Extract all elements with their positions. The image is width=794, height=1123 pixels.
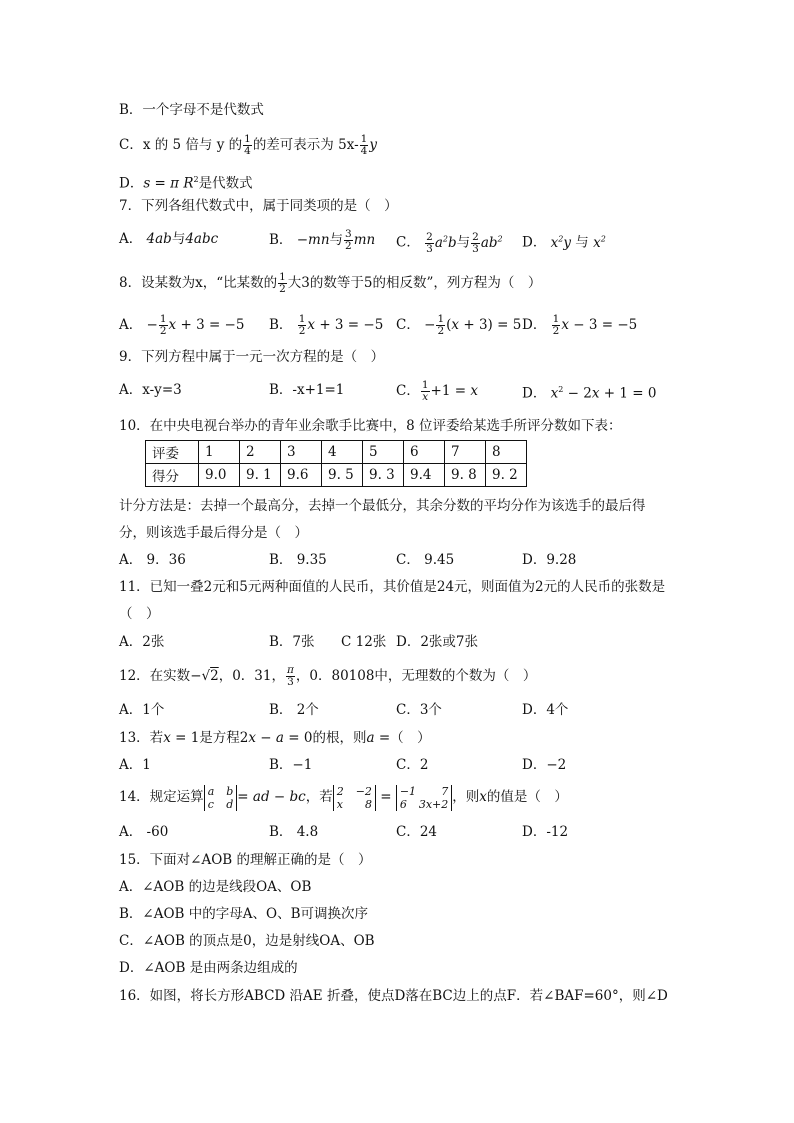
q11-option-a: A．2张 bbox=[119, 634, 165, 650]
table-cell: 9. 8 bbox=[445, 464, 486, 487]
table-cell: 9.4 bbox=[404, 464, 445, 487]
q11-option-b: B．7张 bbox=[269, 634, 315, 650]
q8-option-c: C． − $\frac{1}{2}$ (x + 3) = 5 bbox=[396, 313, 522, 337]
table-cell: 4 bbox=[322, 441, 363, 464]
q13-option-c: C．2 bbox=[396, 757, 429, 773]
question-15: 15．下面对∠AOB 的理解正确的是（ ） bbox=[119, 852, 372, 868]
option-c-prev: C．x 的 5 倍与 y 的 $\frac{1}{4}$ 的差可表示为 5x- $\frac{1}{4}$ y bbox=[119, 133, 377, 157]
q10-option-a: A． 9．36 bbox=[119, 552, 186, 568]
question-16: 16．如图，将长方形ABCD 沿AE 折叠，使点D落在BC边上的点F．若∠BAF=60°，则∠D bbox=[119, 988, 668, 1004]
table-cell: 5 bbox=[363, 441, 404, 464]
question-11-line1: 11．已知一叠2元和5元两种面值的人民币，其价值是24元，则面值为2元的人民币的张数是 bbox=[119, 579, 666, 595]
table-cell: 9.0 bbox=[199, 464, 240, 487]
q13-option-d: D．−2 bbox=[522, 757, 567, 773]
table-cell: 得分 bbox=[146, 464, 199, 487]
q14-option-d: D．-12 bbox=[522, 824, 569, 840]
q10-rule-line1: 计分方法是：去掉一个最高分，去掉一个最低分，其余分数的平均分作为该选手的最后得 bbox=[119, 498, 646, 514]
question-9: 9．下列方程中属于一元一次方程的是（ ） bbox=[119, 349, 385, 365]
option-d-prev: D．s = π $R^2$是代数式 bbox=[119, 175, 253, 192]
q10-rule-line2: 分，则该选手最后得分是（ ） bbox=[119, 525, 308, 541]
q12-option-c: C．3个 bbox=[396, 702, 442, 718]
q8-option-a: A． − $\frac{1}{2}$ x + 3 = −5 bbox=[119, 313, 245, 337]
q12-option-a: A．1个 bbox=[119, 702, 165, 718]
q7-option-c: C． $\frac{2}{3}$ $a^2b$与 $\frac{2}{3}$ $ab^2$ bbox=[396, 230, 503, 255]
q12-option-b: B． 2个 bbox=[269, 702, 319, 718]
q11-option-c: C 12张 bbox=[341, 634, 387, 650]
question-12: 12．在实数−√2，0．31， $\frac{\pi}{3}$ ，0．80108中，无理数的个数为（ ） bbox=[119, 664, 537, 688]
q7-option-a: A． 4ab与4abc bbox=[119, 231, 219, 247]
question-10: 10．在中央电视台举办的青年业余歌手比赛中，8 位评委给某选手所评分数如下表： bbox=[119, 418, 622, 434]
table-cell: 6 bbox=[404, 441, 445, 464]
q10-option-d: D．9.28 bbox=[522, 552, 577, 568]
q9-option-d: D． $x^2 - 2x + 1 = 0$ bbox=[522, 385, 657, 402]
table-cell: 9.6 bbox=[281, 464, 322, 487]
q13-option-a: A．1 bbox=[119, 757, 151, 773]
table-cell: 9. 2 bbox=[486, 464, 527, 487]
table-cell: 3 bbox=[281, 441, 322, 464]
q14-option-b: B． 4.8 bbox=[269, 824, 319, 840]
q7-option-b: B． −mn与 $\frac{3}{2}$ mn bbox=[269, 228, 376, 252]
table-row bbox=[146, 464, 527, 487]
q15-option-b: B．∠AOB 中的字母A、O、B可调换次序 bbox=[119, 906, 368, 922]
q15-option-d: D．∠AOB 是由两条边组成的 bbox=[119, 960, 298, 976]
q7-option-d: D． $x^2y$ 与 $x^2$ bbox=[522, 234, 606, 251]
q14-option-c: C．24 bbox=[396, 824, 438, 840]
q15-option-c: C．∠AOB 的顶点是0，边是射线OA、OB bbox=[119, 933, 375, 949]
q15-option-a: A．∠AOB 的边是线段OA、OB bbox=[119, 879, 312, 895]
q10-option-c: C． 9.45 bbox=[396, 552, 455, 568]
table-cell: 1 bbox=[199, 441, 240, 464]
score-table bbox=[145, 440, 527, 487]
q12-option-d: D．4个 bbox=[522, 702, 569, 718]
option-b-prev: B．一个字母不是代数式 bbox=[119, 102, 264, 118]
table-cell: 2 bbox=[240, 441, 281, 464]
table-cell: 7 bbox=[445, 441, 486, 464]
q8-option-b: B． $\frac{1}{2}$ x + 3 = −5 bbox=[269, 313, 384, 337]
question-7: 7．下列各组代数式中，属于同类项的是（ ） bbox=[119, 198, 398, 214]
q14-option-a: A． -60 bbox=[119, 824, 169, 840]
question-8: 8．设某数为x，“比某数的 $\frac{1}{2}$ 大3的数等于5的相反数”，列方程为（ ） bbox=[119, 271, 542, 295]
q9-option-b: B．-x+1=1 bbox=[269, 382, 345, 398]
q8-option-d: D． $\frac{1}{2}$ x − 3 = −5 bbox=[522, 313, 638, 337]
q11-option-d: D．2张或7张 bbox=[396, 634, 479, 650]
question-13: 13．若x = 1是方程2x − a = 0的根，则a =（ ） bbox=[119, 730, 431, 746]
table-cell: 9. 1 bbox=[240, 464, 281, 487]
q10-option-b: B． 9.35 bbox=[269, 552, 327, 568]
question-14: 14．规定运算 a b c d = ad − bc，若 2 −2 x 8 = −1 7 6 3x+2 ，则x的值是（ ） bbox=[119, 784, 568, 811]
table-cell: 8 bbox=[486, 441, 527, 464]
q9-option-c: C． $\frac{1}{x}$ +1 = x bbox=[396, 379, 478, 403]
table-cell: 评委 bbox=[146, 441, 199, 464]
table-cell: 9. 3 bbox=[363, 464, 404, 487]
q9-option-a: A．x-y=3 bbox=[119, 382, 182, 398]
q13-option-b: B．−1 bbox=[269, 757, 313, 773]
table-cell: 9. 5 bbox=[322, 464, 363, 487]
question-11-line2: （ ） bbox=[119, 606, 160, 622]
table-row bbox=[146, 441, 527, 464]
